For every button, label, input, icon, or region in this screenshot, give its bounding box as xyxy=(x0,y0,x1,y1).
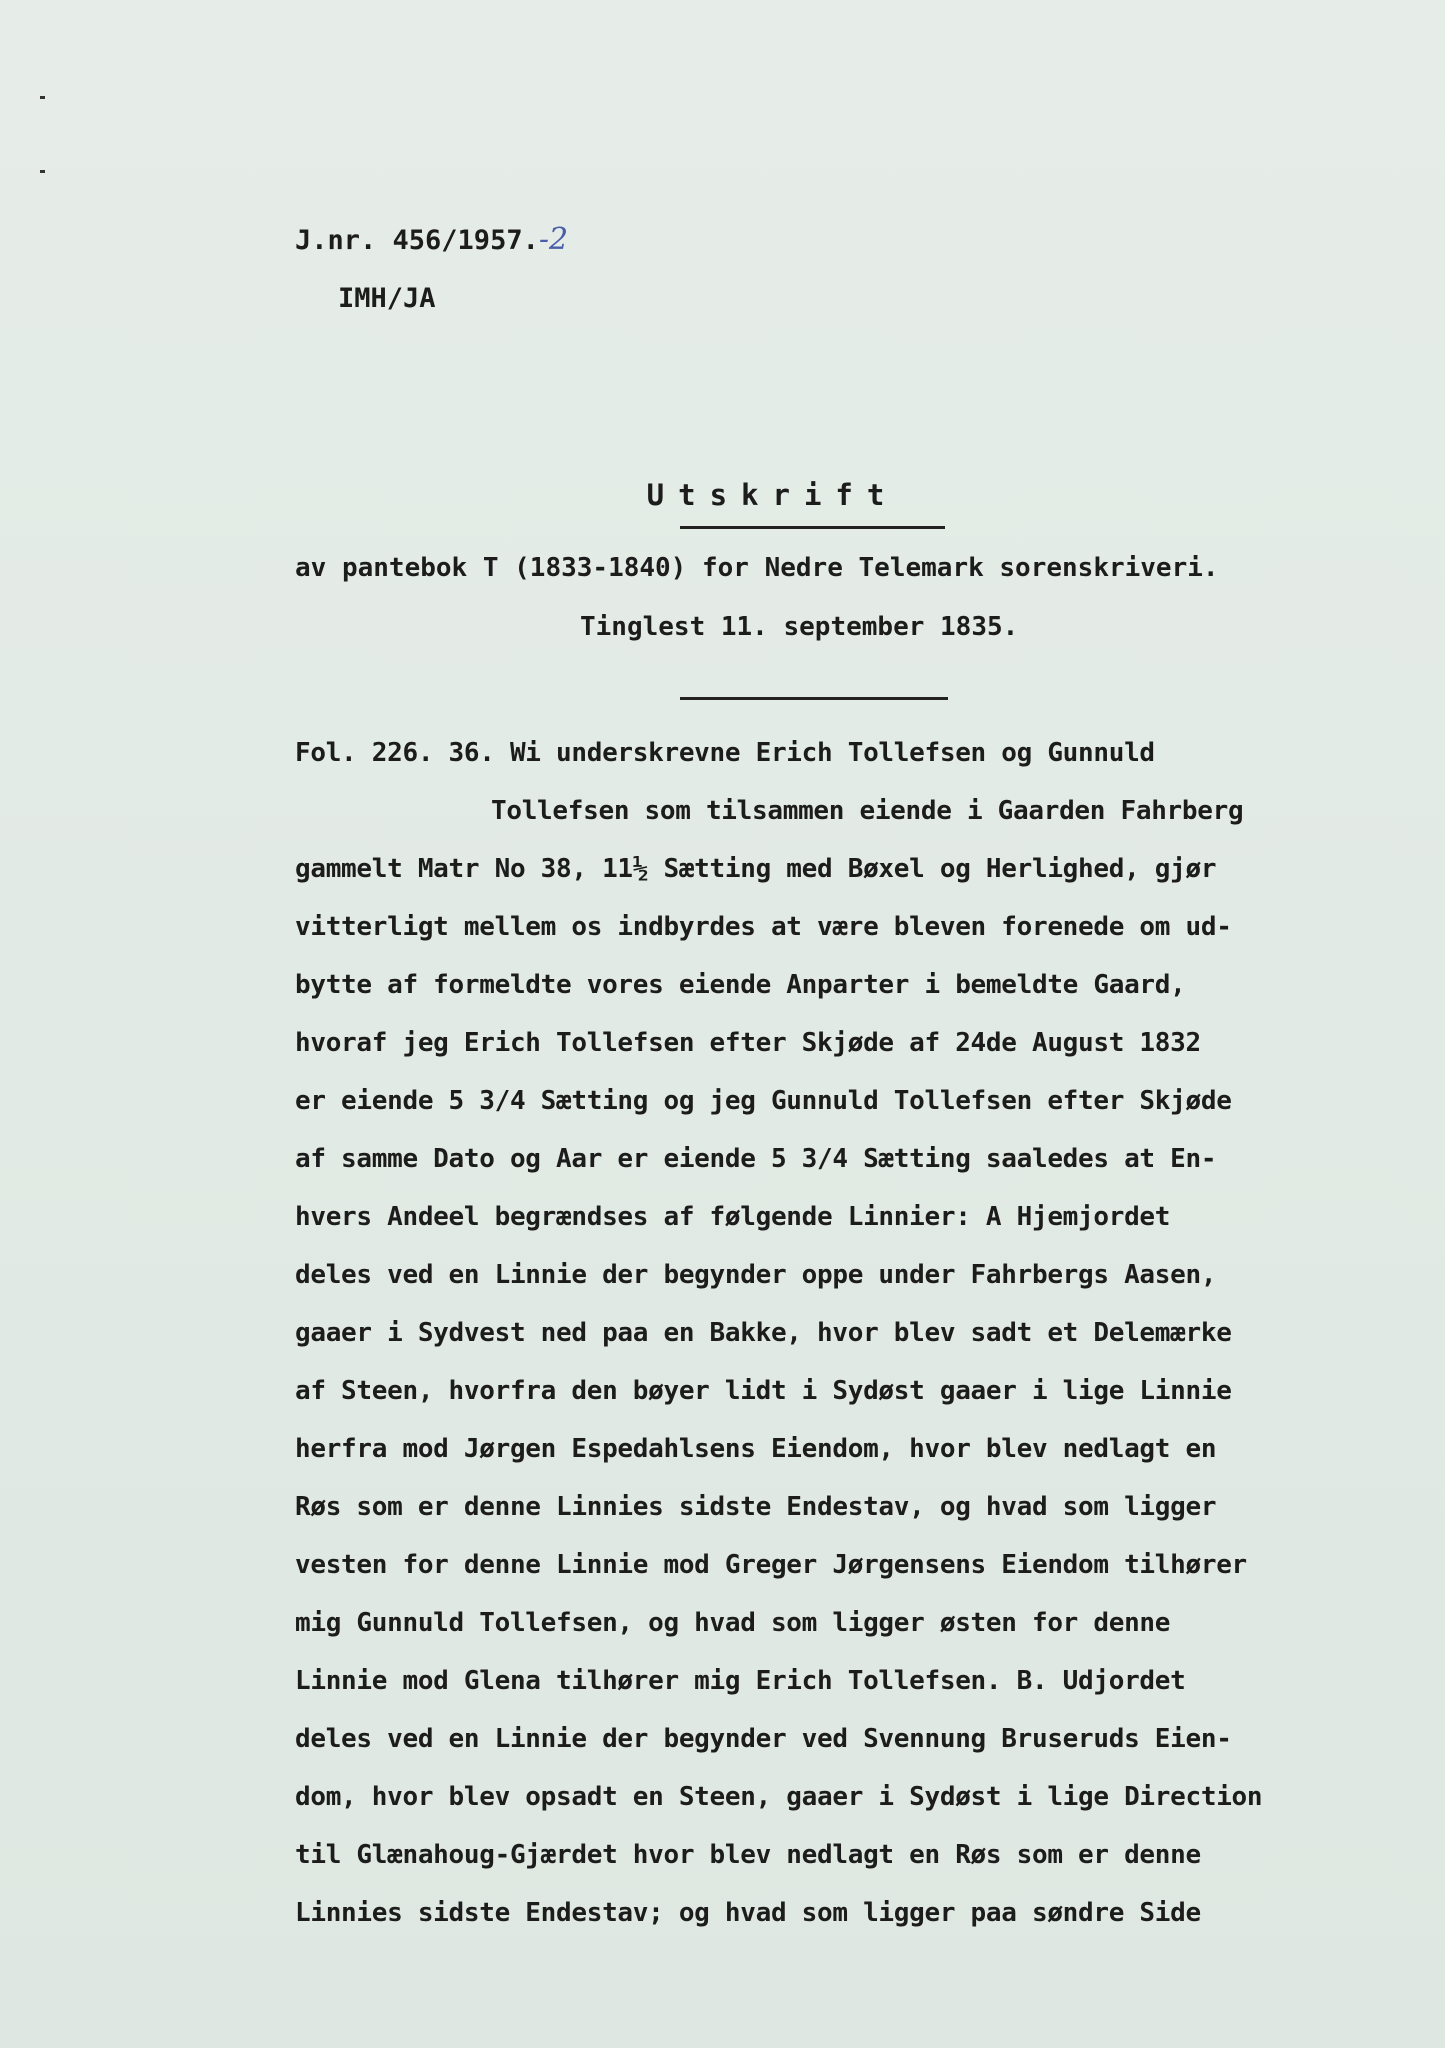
body-line: vesten for denne Linnie mod Greger Jørgensens Eiendom tilhører xyxy=(295,1550,1247,1580)
body-line: bytte af formeldte vores eiende Anparter i bemeldte Gaard, xyxy=(295,970,1186,1000)
section-divider xyxy=(680,697,948,700)
body-line: af samme Dato og Aar er eiende 5 3/4 Sætting saaledes at En- xyxy=(295,1144,1217,1174)
body-line: Røs som er denne Linnies sidste Endestav, og hvad som ligger xyxy=(295,1492,1217,1522)
title-underline xyxy=(680,526,945,529)
body-line: hvers Andeel begrændses af følgende Linnier: A Hjemjordet xyxy=(295,1202,1171,1232)
body-line: herfra mod Jørgen Espedahlsens Eiendom, hvor blev nedlagt en xyxy=(295,1434,1217,1464)
body-line: deles ved en Linnie der begynder oppe under Fahrbergs Aasen, xyxy=(295,1260,1217,1290)
document-title: Utskrift xyxy=(646,478,899,512)
body-line: er eiende 5 3/4 Sætting og jeg Gunnuld Tollefsen efter Skjøde xyxy=(295,1086,1232,1116)
body-line: Linnies sidste Endestav; og hvad som ligger paa søndre Side xyxy=(295,1898,1201,1928)
body-line: hvoraf jeg Erich Tollefsen efter Skjøde af 24de August 1832 xyxy=(295,1028,1201,1058)
body-line: Fol. 226. 36. Wi underskrevne Erich Tollefsen og Gunnuld xyxy=(295,738,1155,768)
handwritten-suffix: -2 xyxy=(538,222,569,257)
body-line: dom, hvor blev opsadt en Steen, gaaer i Sydøst i lige Direction xyxy=(295,1782,1263,1812)
body-line: vitterligt mellem os indbyrdes at være bleven forenede om ud- xyxy=(295,912,1232,942)
body-line: til Glænahoug-Gjærdet hvor blev nedlagt en Røs som er denne xyxy=(295,1840,1201,1870)
body-line: Linnie mod Glena tilhører mig Erich Tollefsen. B. Udjordet xyxy=(295,1666,1186,1696)
body-line: gammelt Matr No 38, 11½ Sætting med Bøxel og Herlighed, gjør xyxy=(295,854,1217,884)
body-line: mig Gunnuld Tollefsen, og hvad som ligger østen for denne xyxy=(295,1608,1171,1638)
clerk-initials: IMH/JA xyxy=(338,283,436,314)
body-line: deles ved en Linnie der begynder ved Svennung Bruseruds Eien- xyxy=(295,1724,1232,1754)
body-line: gaaer i Sydvest ned paa en Bakke, hvor blev sadt et Delemærke xyxy=(295,1318,1232,1348)
margin-mark xyxy=(40,96,45,99)
document-subtitle: av pantebok T (1833-1840) for Nedre Telemark sorenskriveri. xyxy=(295,553,1219,583)
margin-mark xyxy=(40,170,45,173)
body-line: af Steen, hvorfra den bøyer lidt i Sydøst gaaer i lige Linnie xyxy=(295,1376,1232,1406)
registration-date: Tinglest 11. september 1835. xyxy=(580,612,1019,642)
journal-number: J.nr. 456/1957. xyxy=(295,225,539,256)
journal-reference xyxy=(295,222,568,257)
body-line: Tollefsen som tilsammen eiende i Gaarden Fahrberg xyxy=(491,796,1244,826)
